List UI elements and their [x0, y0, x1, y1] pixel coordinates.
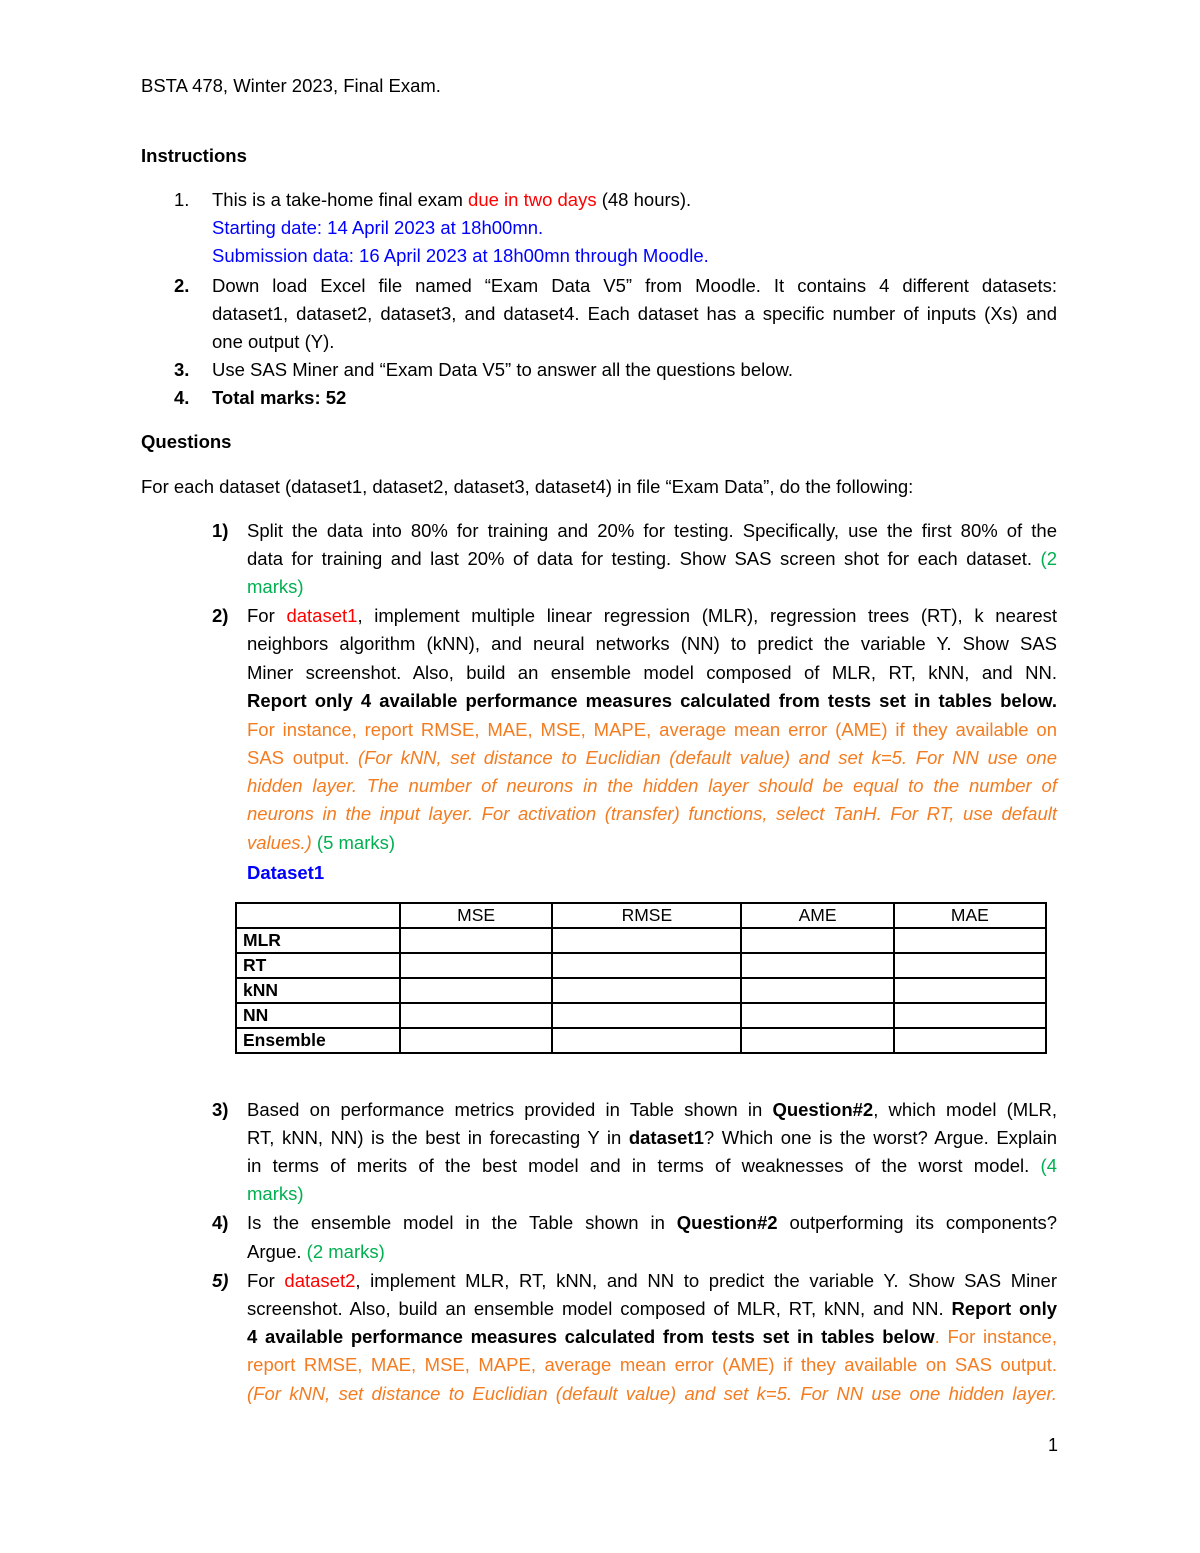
table-cell	[400, 928, 552, 953]
starting-date: Starting date: 14 April 2023 at 18h00mn.	[212, 217, 544, 238]
q2-line4: Report only 4 available performance measures calculated from tests set in tables below.	[247, 690, 1057, 711]
table-cell	[552, 978, 741, 1003]
marks-text: (4	[1040, 1155, 1057, 1176]
text-run: SAS output.	[247, 747, 358, 768]
text-run: values.)	[247, 832, 312, 853]
text-run: Based on performance metrics provided in Table shown in	[247, 1099, 773, 1120]
table-cell	[552, 1003, 741, 1028]
table-cell	[894, 978, 1046, 1003]
q3-line1	[247, 1096, 1057, 1124]
table-cell	[741, 1028, 893, 1053]
question-number: 5)	[212, 1270, 229, 1291]
table-cell	[400, 953, 552, 978]
row-label: kNN	[236, 978, 400, 1003]
table-header-cell: RMSE	[552, 903, 741, 928]
text-run: Is the ensemble model in the Table shown in	[247, 1212, 677, 1233]
text-run: This is a take-home final exam	[212, 189, 469, 210]
q3-line2	[247, 1124, 1057, 1152]
q4-line1	[247, 1209, 1057, 1237]
list-number: 4.	[174, 387, 190, 408]
dataset-ref: dataset1	[628, 1127, 704, 1148]
table-cell	[552, 953, 741, 978]
submission-date: Submission data: 16 April 2023 at 18h00mn through Moodle.	[212, 245, 709, 266]
text-run: , implement multiple linear regression (MLR), regression trees (RT), k nearest	[357, 605, 1058, 626]
marks-text: (2 marks)	[306, 1241, 385, 1262]
questions-heading: Questions	[141, 431, 232, 452]
dataset-ref: dataset2	[284, 1270, 356, 1291]
text-run: (For kNN, set distance to Euclidian (default value) and set k=5. For NN use one	[357, 747, 1057, 768]
dataset-label: Dataset1	[247, 862, 325, 883]
q5-line1	[247, 1267, 1057, 1295]
due-text: due in two days	[468, 189, 597, 210]
q5-line4: report RMSE, MAE, MSE, MAPE, average mean error (AME) if they available on SAS output.	[247, 1354, 1057, 1375]
instruction-item-2-line1: Down load Excel file named “Exam Data V5” from Moodle. It contains 4 different datasets:	[212, 275, 1057, 296]
table-cell	[894, 1003, 1046, 1028]
page-number: 1	[1048, 1435, 1059, 1455]
table-cell	[741, 953, 893, 978]
question-ref: Question#2	[772, 1099, 874, 1120]
text-run: RT, kNN, NN) is the best in forecasting Y in	[247, 1127, 629, 1148]
q4-line2	[247, 1238, 385, 1266]
table-cell	[741, 978, 893, 1003]
instructions-heading: Instructions	[141, 145, 247, 166]
text-run: 4 available performance measures calculated from tests set in tables below	[247, 1326, 935, 1347]
list-number: 1.	[174, 189, 190, 210]
q2-line2: neighbors algorithm (kNN), and neural networks (NN) to predict the variable Y. Show SAS	[247, 633, 1057, 654]
marks-text: (2	[1040, 548, 1057, 569]
table-row	[236, 978, 1046, 1003]
table-cell	[741, 928, 893, 953]
table-header-cell: AME	[741, 903, 893, 928]
table-header-cell: MSE	[400, 903, 552, 928]
question-number: 2)	[212, 605, 229, 626]
text-run: , implement MLR, RT, kNN, and NN to predict the variable Y. Show SAS Miner	[355, 1270, 1057, 1291]
q2-line9	[247, 829, 395, 857]
instruction-item-3: Use SAS Miner and “Exam Data V5” to answer all the questions below.	[212, 359, 793, 380]
text-run: data for training and last 20% of data for testing. Show SAS screen shot for each dataset.	[247, 548, 1041, 569]
q5-line5: (For kNN, set distance to Euclidian (default value) and set k=5. For NN use one hidden layer.	[247, 1383, 1057, 1404]
table-cell	[552, 928, 741, 953]
instruction-item-2-line2: dataset1, dataset2, dataset3, and dataset4. Each dataset has a specific number of inputs (Xs) and	[212, 303, 1057, 324]
total-marks: Total marks: 52	[212, 387, 347, 408]
q2-line1	[247, 602, 1057, 630]
text-run: ? Which one is the worst? Argue. Explain	[703, 1127, 1057, 1148]
question-number: 1)	[212, 520, 229, 541]
table-header-cell	[236, 903, 400, 928]
text-run: For	[247, 1270, 285, 1291]
text-run: in terms of merits of the best model and in terms of weaknesses of the worst model.	[247, 1155, 1041, 1176]
marks-text: (5 marks)	[311, 832, 396, 853]
instruction-item-1	[212, 186, 691, 214]
text-run: For	[247, 605, 287, 626]
row-label: MLR	[236, 928, 400, 953]
table-cell	[400, 978, 552, 1003]
text-run: . For instance,	[934, 1326, 1057, 1347]
list-number: 3.	[174, 359, 190, 380]
q2-line7: hidden layer. The number of neurons in the hidden layer should be equal to the number of	[247, 775, 1057, 796]
list-number: 2.	[174, 275, 190, 296]
metrics-table	[235, 902, 1047, 1054]
question-number: 4)	[212, 1212, 229, 1233]
dataset-ref: dataset1	[286, 605, 358, 626]
table-row	[236, 1028, 1046, 1053]
q2-line8: neurons in the input layer. For activation (transfer) functions, select TanH. For RT, use default	[247, 803, 1057, 824]
text-run: screenshot. Also, build an ensemble model composed of MLR, RT, kNN, and NN.	[247, 1298, 952, 1319]
questions-intro: For each dataset (dataset1, dataset2, dataset3, dataset4) in file “Exam Data”, do the following:	[141, 476, 914, 497]
table-row	[236, 1003, 1046, 1028]
text-run: Argue.	[247, 1241, 307, 1262]
table-cell	[894, 928, 1046, 953]
instruction-item-2-line3: one output (Y).	[212, 331, 335, 352]
q2-line5: For instance, report RMSE, MAE, MSE, MAPE, average mean error (AME) if they available on	[247, 719, 1057, 740]
row-label: NN	[236, 1003, 400, 1028]
q2-line6	[247, 744, 1057, 772]
text-run: Report only	[951, 1298, 1058, 1319]
table-row	[236, 928, 1046, 953]
question-number: 3)	[212, 1099, 229, 1120]
table-row	[236, 953, 1046, 978]
q1-line2	[247, 545, 1057, 573]
q5-line3	[247, 1323, 1057, 1351]
q1-line1: Split the data into 80% for training and 20% for testing. Specifically, use the first 80% of the	[247, 520, 1057, 541]
table-header-cell: MAE	[894, 903, 1046, 928]
row-label: RT	[236, 953, 400, 978]
row-label: Ensemble	[236, 1028, 400, 1053]
table-cell	[400, 1003, 552, 1028]
q3-marks: marks)	[247, 1183, 304, 1204]
q1-marks: marks)	[247, 576, 304, 597]
text-run: , which model (MLR,	[873, 1099, 1057, 1120]
text-run: (48 hours).	[596, 189, 692, 210]
page-header: BSTA 478, Winter 2023, Final Exam.	[141, 75, 441, 96]
table-cell	[552, 1028, 741, 1053]
table-header-row	[236, 903, 1046, 928]
text-run: outperforming its components?	[777, 1212, 1057, 1233]
table-cell	[894, 1028, 1046, 1053]
q5-line2	[247, 1295, 1057, 1323]
q3-line3	[247, 1152, 1057, 1180]
question-ref: Question#2	[676, 1212, 778, 1233]
q2-line3: Miner screenshot. Also, build an ensemble model composed of MLR, RT, kNN, and NN.	[247, 662, 1057, 683]
table-cell	[894, 953, 1046, 978]
table-cell	[400, 1028, 552, 1053]
table-cell	[741, 1003, 893, 1028]
